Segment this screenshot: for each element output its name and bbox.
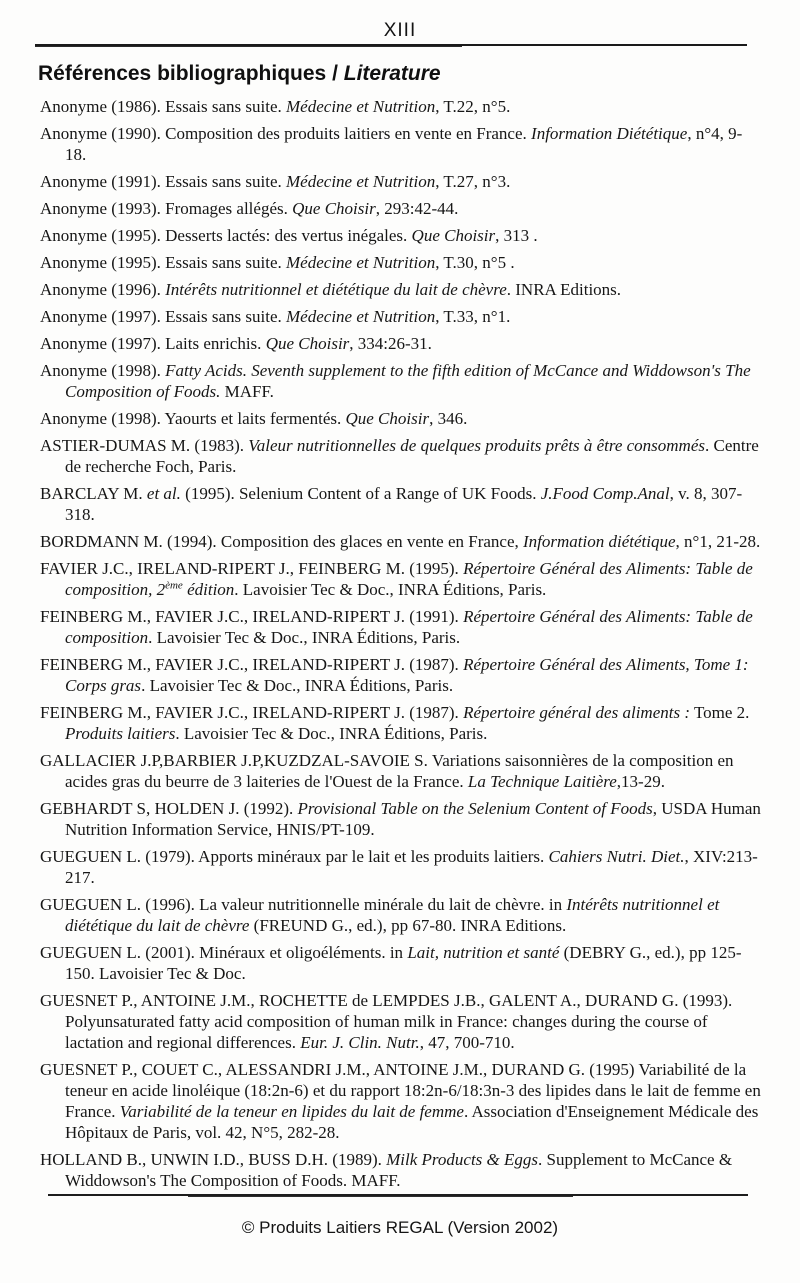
reference-entry: Anonyme (1995). Essais sans suite. Médecine et Nutrition, T.30, n°5 . [40, 253, 515, 272]
reference-entry: Anonyme (1996). Intérêts nutritionnel et diététique du lait de chèvre. INRA Editions. [40, 280, 622, 299]
page-title-literature: Literature [343, 62, 441, 85]
reference-entry: Anonyme (1998). Fatty Acids. Seventh supplement to the fifth edition of McCance and Widdowson's The Composition of Foods. MAFF. [40, 361, 751, 401]
reference-entry: GUEGUEN L. (1979). Apports minéraux par le lait et les produits laitiers. Cahiers Nutri. Diet., XIV:213-217. [40, 847, 758, 887]
reference-entry: HOLLAND B., UNWIN I.D., BUSS D.H. (1989). Milk Products & Eggs. Supplement to McCance & Widdowson's The Composition of Foods. MAFF. [40, 1150, 733, 1190]
reference-entry: Anonyme (1998). Yaourts et laits fermentés. Que Choisir, 346. [40, 409, 468, 428]
footer-rule [48, 1194, 748, 1197]
page-number: XIII [383, 20, 417, 41]
reference-entry: FEINBERG M., FAVIER J.C., IRELAND-RIPERT J. (1987). Répertoire Général des Aliments, Tome 1: Corps gras. Lavoisier Tec & Doc., INRA Éditions, Paris. [40, 655, 749, 695]
reference-entry: FAVIER J.C., IRELAND-RIPERT J., FEINBERG M. (1995). Répertoire Général des Aliments: Table de composition, 2ème édition. Lavoisier Tec & Doc., INRA Éditions, Paris. [40, 559, 753, 599]
reference-entry: GEBHARDT S, HOLDEN J. (1992). Provisional Table on the Selenium Content of Foods, USDA Human Nutrition Information Service, HNIS/PT-109. [40, 799, 761, 839]
reference-entry: Anonyme (1986). Essais sans suite. Médecine et Nutrition, T.22, n°5. [40, 97, 511, 116]
reference-entry: GUESNET P., COUET C., ALESSANDRI J.M., ANTOINE J.M., DURAND G. (1995) Variabilité de la teneur en acide linoléique (18:2n-6) et du rapport 18:2n-6/18:3n-3 des lipides dans le lait de femme en France. Variabilité de la teneur en lipides du lait de femme. Association d'Enseignement Médicale des Hôpitaux de Paris, vol. 42, N°5, 282-28. [40, 1060, 761, 1142]
reference-entry: Anonyme (1997). Laits enrichis. Que Choisir, 334:26-31. [40, 334, 432, 353]
reference-entry: Anonyme (1993). Fromages allégés. Que Choisir, 293:42-44. [40, 199, 459, 218]
reference-entry: GALLACIER J.P,BARBIER J.P,KUZDZAL-SAVOIE S. Variations saisonnières de la composition en acides gras du beurre de 3 laiteries de l'Ouest de la France. La Technique Laitière,13-29. [40, 751, 734, 791]
page-title-main: Références bibliographiques / [38, 62, 344, 85]
reference-entry: BORDMANN M. (1994). Composition des glaces en vente en France, Information diététique, n°1, 21-28. [40, 532, 761, 551]
reference-entry: FEINBERG M., FAVIER J.C., IRELAND-RIPERT J. (1991). Répertoire Général des Aliments: Table de composition. Lavoisier Tec & Doc., INRA Éditions, Paris. [40, 607, 753, 647]
reference-entry: Anonyme (1995). Desserts lactés: des vertus inégales. Que Choisir, 313 . [40, 226, 538, 245]
footer-copyright: © Produits Laitiers REGAL (Version 2002) [241, 1218, 559, 1237]
reference-entry: FEINBERG M., FAVIER J.C., IRELAND-RIPERT J. (1987). Répertoire général des aliments : Tome 2. Produits laitiers. Lavoisier Tec & Doc., INRA Éditions, Paris. [40, 703, 750, 743]
header-rule [35, 44, 747, 47]
reference-entry: Anonyme (1997). Essais sans suite. Médecine et Nutrition, T.33, n°1. [40, 307, 511, 326]
page-title [38, 62, 441, 86]
reference-entry: Anonyme (1990). Composition des produits laitiers en vente en France. Information Diététique, n°4, 9-18. [40, 124, 743, 164]
reference-entry: GUEGUEN L. (1996). La valeur nutritionnelle minérale du lait de chèvre. in Intérêts nutritionnel et diététique du lait de chèvre (FREUND G., ed.), pp 67-80. INRA Editions. [40, 895, 720, 935]
reference-entry: Anonyme (1991). Essais sans suite. Médecine et Nutrition, T.27, n°3. [40, 172, 511, 191]
reference-entry: GUEGUEN L. (2001). Minéraux et oligoéléments. in Lait, nutrition et santé (DEBRY G., ed.), pp 125-150. Lavoisier Tec & Doc. [40, 943, 742, 983]
reference-entry: GUESNET P., ANTOINE J.M., ROCHETTE de LEMPDES J.B., GALENT A., DURAND G. (1993). Polyunsaturated fatty acid composition of human milk in France: changes during the course of lactation and regional differences. Eur. J. Clin. Nutr., 47, 700-710. [40, 991, 733, 1052]
reference-entry: BARCLAY M. et al. (1995). Selenium Content of a Range of UK Foods. J.Food Comp.Anal, v. 8, 307-318. [40, 484, 743, 524]
reference-entry: ASTIER-DUMAS M. (1983). Valeur nutritionnelles de quelques produits prêts à être consommés. Centre de recherche Foch, Paris. [40, 436, 759, 476]
references-list [40, 96, 762, 1197]
